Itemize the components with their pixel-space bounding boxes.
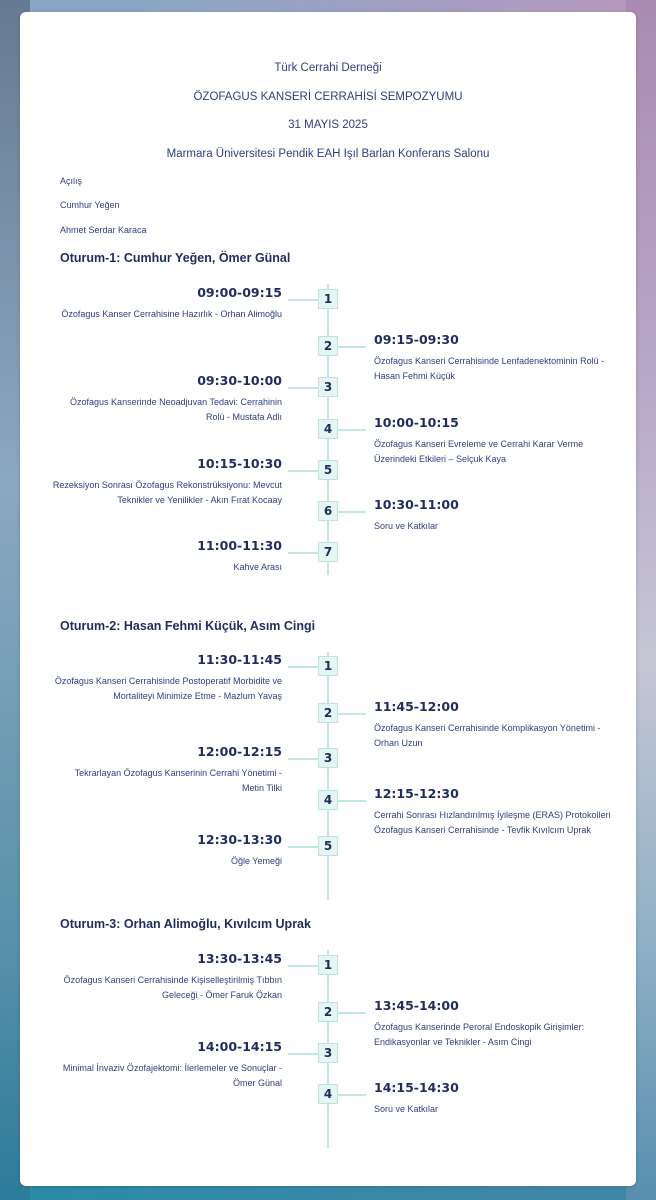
opening-speaker-2: Ahmet Serdar Karaca bbox=[60, 225, 147, 235]
talk-description: Özofagus Kanser Cerrahisine Hazırlık - Orhan Alimoğlu bbox=[61, 309, 282, 319]
timeline-number-badge: 1 bbox=[318, 289, 338, 309]
time-slot: 11:30-11:45 bbox=[197, 652, 282, 667]
time-slot: 13:30-13:45 bbox=[197, 951, 282, 966]
timeline-connector bbox=[338, 713, 366, 715]
symposium-title: ÖZOFAGUS KANSERİ CERRAHİSİ SEMPOZYUMU bbox=[193, 91, 463, 103]
timeline-connector bbox=[288, 758, 318, 760]
time-slot: 09:00-09:15 bbox=[197, 285, 282, 300]
talk-description: Minimal İnvaziv Özofajektomi: İlerlemeler ve Sonuçlar - Ömer Günal bbox=[62, 1063, 282, 1088]
timeline-connector bbox=[288, 387, 318, 389]
talk-description: Özofagus Kanseri Evreleme ve Cerrahi Karar Verme Üzerindeki Etkileri – Selçuk Kaya bbox=[374, 439, 584, 464]
timeline-connector bbox=[338, 346, 366, 348]
timeline-number-badge: 5 bbox=[318, 460, 338, 480]
talk-description: Cerrahi Sonrası Hızlandırılmış İyileşme (ERAS) Protokolleri Özofagus Kanseri Cerrahisinde - Tevfik Kıvılcım Uprak bbox=[374, 810, 611, 835]
opening-speaker-1: Cumhur Yeğen bbox=[60, 200, 120, 210]
talk-description: Özofagus Kanseri Cerrahisinde Kişiselleştirilmiş Tıbbın Geleceği - Ömer Faruk Özkan bbox=[63, 975, 282, 1000]
timeline-connector bbox=[338, 800, 366, 802]
talk-description: Soru ve Katkılar bbox=[374, 1104, 439, 1114]
talk-description: Tekrarlayan Özofagus Kanserinin Cerrahi Yönetimi - Metin Tilki bbox=[74, 768, 282, 793]
session-2-timeline-line bbox=[327, 652, 329, 900]
timeline-number-badge: 2 bbox=[318, 336, 338, 356]
time-slot: 12:30-13:30 bbox=[197, 832, 282, 847]
time-slot: 10:15-10:30 bbox=[197, 456, 282, 471]
talk-description: Rezeksiyon Sonrası Özofagus Rekonstrüksiyonu: Mevcut Teknikler ve Yenilikler - Akın Fırat Kocaay bbox=[52, 480, 282, 505]
venue: Marmara Üniversitesi Pendik EAH Işıl Barlan Konferans Salonu bbox=[166, 148, 490, 160]
talk-description: Kahve Arası bbox=[233, 562, 282, 572]
timeline-number-badge: 2 bbox=[318, 703, 338, 723]
timeline-connector bbox=[338, 1012, 366, 1014]
session-2-title: Oturum-2: Hasan Fehmi Küçük, Asım Cingi bbox=[60, 619, 316, 633]
opening-label: Açılış bbox=[60, 176, 83, 186]
time-slot: 09:30-10:00 bbox=[197, 373, 282, 388]
time-slot: 11:00-11:30 bbox=[197, 538, 282, 553]
timeline-connector bbox=[288, 1053, 318, 1055]
timeline-number-badge: 1 bbox=[318, 656, 338, 676]
time-slot: 14:00-14:15 bbox=[197, 1039, 282, 1054]
time-slot: 09:15-09:30 bbox=[374, 332, 459, 347]
talk-description: Öğle Yemeği bbox=[230, 856, 282, 866]
time-slot: 13:45-14:00 bbox=[374, 998, 459, 1013]
timeline-number-badge: 3 bbox=[318, 377, 338, 397]
time-slot: 11:45-12:00 bbox=[374, 699, 459, 714]
timeline-connector bbox=[338, 429, 366, 431]
timeline-number-badge: 4 bbox=[318, 419, 338, 439]
timeline-connector bbox=[338, 1094, 366, 1096]
talk-description: Soru ve Katkılar bbox=[374, 521, 439, 531]
timeline-connector bbox=[288, 965, 318, 967]
talk-description: Özofagus Kanseri Cerrahisinde Komplikasyon Yönetimi - Orhan Uzun bbox=[374, 723, 601, 748]
event-date: 31 MAYIS 2025 bbox=[288, 119, 368, 131]
talk-description: Özofagus Kanseri Cerrahisinde Postoperatif Morbidite ve Mortaliteyi Minimize Etme - Mazlum Yavaş bbox=[54, 676, 282, 701]
time-slot: 12:00-12:15 bbox=[197, 744, 282, 759]
timeline-connector bbox=[288, 552, 318, 554]
session-1-title: Oturum-1: Cumhur Yeğen, Ömer Günal bbox=[60, 251, 291, 265]
time-slot: 10:00-10:15 bbox=[374, 415, 459, 430]
timeline-number-badge: 4 bbox=[318, 1084, 338, 1104]
organizer: Türk Cerrahi Derneği bbox=[274, 62, 382, 74]
timeline-number-badge: 7 bbox=[318, 542, 338, 562]
timeline-number-badge: 3 bbox=[318, 1043, 338, 1063]
time-slot: 14:15-14:30 bbox=[374, 1080, 459, 1095]
time-slot: 12:15-12:30 bbox=[374, 786, 459, 801]
timeline-number-badge: 1 bbox=[318, 955, 338, 975]
timeline-number-badge: 2 bbox=[318, 1002, 338, 1022]
time-slot: 10:30-11:00 bbox=[374, 497, 459, 512]
timeline-connector bbox=[288, 846, 318, 848]
timeline-connector bbox=[288, 470, 318, 472]
timeline-connector bbox=[338, 511, 366, 513]
timeline-number-badge: 3 bbox=[318, 748, 338, 768]
timeline-number-badge: 6 bbox=[318, 501, 338, 521]
timeline-connector bbox=[288, 299, 318, 301]
talk-description: Özofagus Kanserinde Peroral Endoskopik Girişimler: Endikasyonlar ve Teknikler - Asım Cingi bbox=[374, 1022, 585, 1047]
talk-description: Özofagus Kanserinde Neoadjuvan Tedavi: Cerrahinin Rolü - Mustafa Adlı bbox=[70, 397, 282, 422]
timeline-connector bbox=[288, 666, 318, 668]
session-3-title: Oturum-3: Orhan Alimoğlu, Kıvılcım Uprak bbox=[60, 917, 311, 931]
talk-description: Özofagus Kanseri Cerrahisinde Lenfadenektominin Rolü - Hasan Fehmi Küçük bbox=[374, 356, 605, 381]
timeline-number-badge: 4 bbox=[318, 790, 338, 810]
timeline-number-badge: 5 bbox=[318, 836, 338, 856]
